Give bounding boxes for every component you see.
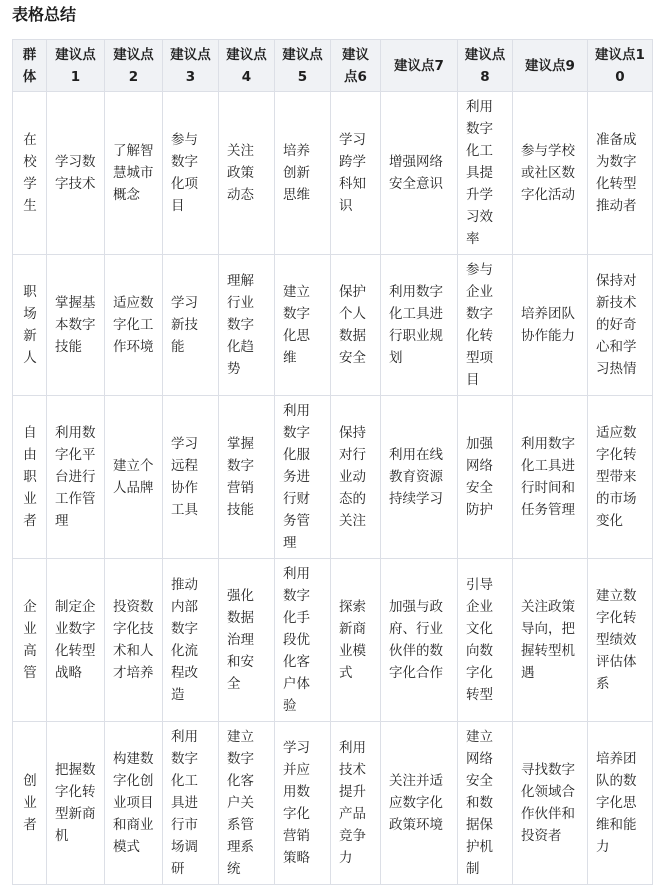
group-cell: 职场新人 bbox=[13, 255, 47, 396]
table-cell: 培养团队的数字化思维和能力 bbox=[588, 722, 653, 885]
group-cell: 企业高管 bbox=[13, 559, 47, 722]
column-header: 群体 bbox=[13, 40, 47, 92]
table-cell: 引导企业文化向数字化转型 bbox=[458, 559, 513, 722]
table-cell: 掌握基本数字技能 bbox=[47, 255, 105, 396]
table-cell: 参与企业数字化转型项目 bbox=[458, 255, 513, 396]
table-cell: 构建数字化创业项目和商业模式 bbox=[105, 722, 163, 885]
column-header: 建议点4 bbox=[219, 40, 275, 92]
table-cell: 利用数字化工具进行市场调研 bbox=[163, 722, 219, 885]
table-cell: 寻找数字化领域合作伙伴和投资者 bbox=[513, 722, 588, 885]
table-cell: 关注政策导向，把握转型机遇 bbox=[513, 559, 588, 722]
column-header: 建议点1 bbox=[47, 40, 105, 92]
table-cell: 准备成为数字化转型推动者 bbox=[588, 92, 653, 255]
table-cell: 利用数字化手段优化客户体验 bbox=[275, 559, 331, 722]
table-cell: 建立数字化转型绩效评估体系 bbox=[588, 559, 653, 722]
table-cell: 制定企业数字化转型战略 bbox=[47, 559, 105, 722]
table-cell: 利用技术提升产品竞争力 bbox=[331, 722, 381, 885]
table-cell: 保持对新技术的好奇心和学习热情 bbox=[588, 255, 653, 396]
header-row bbox=[13, 40, 653, 92]
table-row bbox=[13, 559, 653, 722]
table-cell: 强化数据治理和安全 bbox=[219, 559, 275, 722]
table-cell: 加强与政府、行业伙伴的数字化合作 bbox=[381, 559, 458, 722]
table-cell: 理解行业数字化趋势 bbox=[219, 255, 275, 396]
table-cell: 利用数字化服务进行财务管理 bbox=[275, 396, 331, 559]
table-cell: 培养团队协作能力 bbox=[513, 255, 588, 396]
column-header: 建议点7 bbox=[381, 40, 458, 92]
table-cell: 建立个人品牌 bbox=[105, 396, 163, 559]
table-cell: 参与数字化项目 bbox=[163, 92, 219, 255]
table-cell: 利用数字化工具提升学习效率 bbox=[458, 92, 513, 255]
table-cell: 适应数字化工作环境 bbox=[105, 255, 163, 396]
table-cell: 关注政策动态 bbox=[219, 92, 275, 255]
table-cell: 保持对行业动态的关注 bbox=[331, 396, 381, 559]
table-cell: 利用在线教育资源持续学习 bbox=[381, 396, 458, 559]
column-header: 建议点9 bbox=[513, 40, 588, 92]
table-cell: 利用数字化平台进行工作管理 bbox=[47, 396, 105, 559]
table-cell: 参与学校或社区数字化活动 bbox=[513, 92, 588, 255]
column-header: 建议点6 bbox=[331, 40, 381, 92]
table-cell: 学习跨学科知识 bbox=[331, 92, 381, 255]
group-cell: 自由职业者 bbox=[13, 396, 47, 559]
column-header: 建议点2 bbox=[105, 40, 163, 92]
table-row bbox=[13, 92, 653, 255]
column-header: 建议点5 bbox=[275, 40, 331, 92]
table-cell: 探索新商业模式 bbox=[331, 559, 381, 722]
table-cell: 投资数字化技术和人才培养 bbox=[105, 559, 163, 722]
table-row bbox=[13, 255, 653, 396]
table-cell: 增强网络安全意识 bbox=[381, 92, 458, 255]
summary-table bbox=[12, 39, 653, 885]
table-cell: 学习数字技术 bbox=[47, 92, 105, 255]
table-cell: 保护个人数据安全 bbox=[331, 255, 381, 396]
table-cell: 适应数字化转型带来的市场变化 bbox=[588, 396, 653, 559]
table-row bbox=[13, 722, 653, 885]
table-cell: 关注并适应数字化政策环境 bbox=[381, 722, 458, 885]
page-title: 表格总结 bbox=[12, 5, 77, 24]
table-cell: 建立数字化客户关系管理系统 bbox=[219, 722, 275, 885]
table-cell: 掌握数字营销技能 bbox=[219, 396, 275, 559]
table-cell: 学习新技能 bbox=[163, 255, 219, 396]
column-header: 建议点8 bbox=[458, 40, 513, 92]
table-row bbox=[13, 396, 653, 559]
table-cell: 建立数字化思维 bbox=[275, 255, 331, 396]
table-cell: 建立网络安全和数据保护机制 bbox=[458, 722, 513, 885]
table-cell: 利用数字化工具进行职业规划 bbox=[381, 255, 458, 396]
group-cell: 创业者 bbox=[13, 722, 47, 885]
table-cell: 加强网络安全防护 bbox=[458, 396, 513, 559]
group-cell: 在校学生 bbox=[13, 92, 47, 255]
table-cell: 培养创新思维 bbox=[275, 92, 331, 255]
table-cell: 学习远程协作工具 bbox=[163, 396, 219, 559]
table-cell: 了解智慧城市概念 bbox=[105, 92, 163, 255]
column-header: 建议点10 bbox=[588, 40, 653, 92]
table-cell: 把握数字化转型新商机 bbox=[47, 722, 105, 885]
column-header: 建议点3 bbox=[163, 40, 219, 92]
table-cell: 推动内部数字化流程改造 bbox=[163, 559, 219, 722]
table-cell: 学习并应用数字化营销策略 bbox=[275, 722, 331, 885]
table-cell: 利用数字化工具进行时间和任务管理 bbox=[513, 396, 588, 559]
